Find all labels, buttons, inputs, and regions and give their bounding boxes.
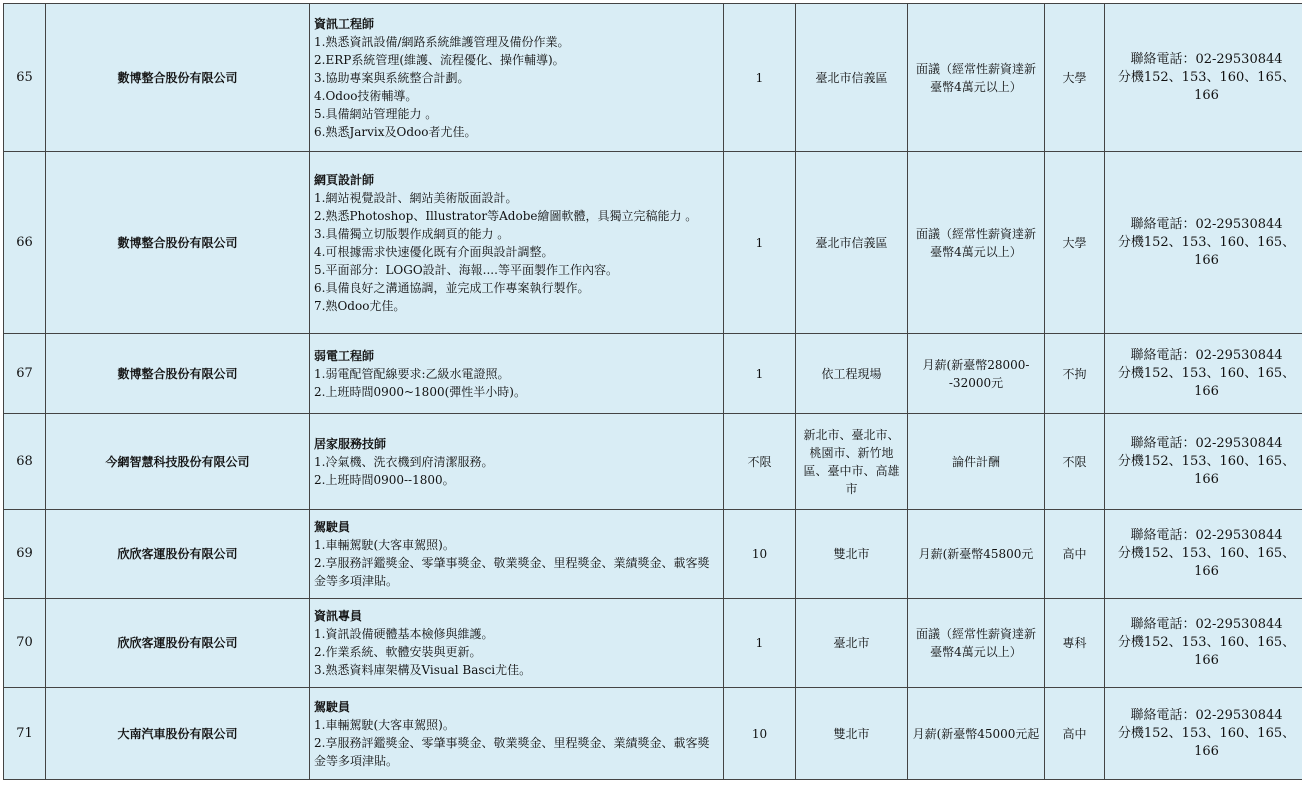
contact-extensions: 分機152、153、160、165、166 (1117, 635, 1296, 668)
company-name: 數博整合股份有限公司 (46, 334, 310, 414)
contact-info (1105, 599, 1302, 688)
headcount: 1 (724, 152, 796, 334)
requirement-line: 2.享服務評鑑獎金、零肇事獎金、敬業獎金、里程獎金、業績獎金、載客獎金等多項津貼。 (314, 735, 710, 768)
education: 大學 (1045, 152, 1105, 334)
company-name: 欣欣客運股份有限公司 (46, 510, 310, 599)
row-number: 69 (4, 510, 46, 599)
contact-info (1105, 688, 1302, 780)
contact-phone: 聯絡電話：02-29530844 (1130, 51, 1283, 67)
contact-phone: 聯絡電話：02-29530844 (1130, 435, 1283, 451)
job-title: 駕駛員 (314, 699, 351, 714)
table-row (4, 4, 1302, 152)
headcount: 1 (724, 4, 796, 152)
salary: 面議（經常性薪資達新臺幣4萬元以上） (908, 4, 1045, 152)
contact-extensions: 分機152、153、160、165、166 (1117, 546, 1296, 579)
contact-info (1105, 414, 1302, 510)
contact-phone: 聯絡電話：02-29530844 (1130, 707, 1283, 723)
contact-extensions: 分機152、153、160、165、166 (1117, 234, 1296, 268)
contact-info (1105, 334, 1302, 414)
job-description (310, 4, 724, 152)
requirement-line: 3.具備獨立切版製作成網頁的能力 。 (314, 226, 510, 241)
contact-phone: 聯絡電話：02-29530844 (1130, 617, 1283, 632)
education: 高中 (1045, 688, 1105, 780)
salary: 論件計酬 (908, 414, 1045, 510)
requirement-line: 6.熟悉Jarvix及Odoo者尤佳。 (314, 124, 477, 139)
table-row (4, 599, 1302, 688)
requirement-line: 1.熟悉資訊設備/網路系統維護管理及備份作業。 (314, 34, 570, 49)
table-row (4, 334, 1302, 414)
headcount: 不限 (724, 414, 796, 510)
requirement-line: 4.Odoo技術輔導。 (314, 88, 418, 103)
headcount: 1 (724, 599, 796, 688)
education: 高中 (1045, 510, 1105, 599)
row-number: 71 (4, 688, 46, 780)
contact-info (1105, 510, 1302, 599)
row-number: 67 (4, 334, 46, 414)
education: 大學 (1045, 4, 1105, 152)
work-location: 臺北市信義區 (796, 152, 908, 334)
headcount: 1 (724, 334, 796, 414)
requirement-line: 1.弱電配管配線要求:乙級水電證照。 (314, 366, 510, 381)
job-description (310, 599, 724, 688)
requirement-line: 2.上班時間0900--1800。 (314, 472, 455, 487)
contact-extensions: 分機152、153、160、165、166 (1117, 69, 1296, 103)
requirement-line: 3.熟悉資料庫架構及Visual Basci尤佳。 (314, 663, 532, 677)
education: 專科 (1045, 599, 1105, 688)
requirement-line: 3.協助專案與系統整合計劃。 (314, 70, 470, 85)
contact-info (1105, 4, 1302, 152)
table-row (4, 414, 1302, 510)
job-description (310, 334, 724, 414)
job-description (310, 152, 724, 334)
salary: 面議（經常性薪資達新臺幣4萬元以上） (908, 599, 1045, 688)
requirement-line: 4.可根據需求快速優化既有介面與設計調整。 (314, 244, 554, 259)
row-number: 65 (4, 4, 46, 152)
requirement-line: 7.熟Odoo尤佳。 (314, 298, 406, 313)
contact-info (1105, 152, 1302, 334)
work-location: 新北市、臺北市、桃園市、新竹地區、臺中市、高雄市 (796, 414, 908, 510)
contact-extensions: 分機152、153、160、165、166 (1117, 365, 1296, 399)
work-location: 依工程現場 (796, 334, 908, 414)
education: 不限 (1045, 414, 1105, 510)
salary: 面議（經常性薪資達新臺幣4萬元以上） (908, 152, 1045, 334)
requirement-line: 2.作業系統、軟體安裝與更新。 (314, 645, 482, 659)
job-listings-table (3, 3, 1302, 780)
job-title: 資訊工程師 (314, 16, 375, 31)
salary: 月薪(新臺幣28000--32000元 (908, 334, 1045, 414)
job-title: 弱電工程師 (314, 348, 375, 363)
company-name: 欣欣客運股份有限公司 (46, 599, 310, 688)
work-location: 臺北市信義區 (796, 4, 908, 152)
job-description (310, 414, 724, 510)
work-location: 雙北市 (796, 688, 908, 780)
job-title: 居家服務技師 (314, 436, 387, 451)
job-title: 資訊專員 (314, 609, 363, 623)
job-description (310, 688, 724, 780)
contact-phone: 聯絡電話：02-29530844 (1130, 216, 1283, 232)
requirement-line: 1.車輛駕駛(大客車駕照)。 (314, 717, 455, 732)
requirement-line: 6.具備良好之溝通協調，並完成工作專案執行製作。 (314, 280, 590, 295)
contact-extensions: 分機152、153、160、165、166 (1117, 725, 1296, 759)
requirement-line: 1.網站視覺設計、網站美術版面設計。 (314, 190, 518, 205)
company-name: 大南汽車股份有限公司 (46, 688, 310, 780)
contact-phone: 聯絡電話：02-29530844 (1130, 347, 1283, 363)
work-location: 臺北市 (796, 599, 908, 688)
table-row (4, 152, 1302, 334)
requirement-line: 1.冷氣機、洗衣機到府清潔服務。 (314, 454, 494, 469)
row-number: 68 (4, 414, 46, 510)
job-title: 駕駛員 (314, 520, 351, 534)
company-name: 數博整合股份有限公司 (46, 152, 310, 334)
requirement-line: 2.享服務評鑑獎金、零肇事獎金、敬業獎金、里程獎金、業績獎金、載客獎金等多項津貼。 (314, 556, 710, 588)
headcount: 10 (724, 510, 796, 599)
job-description (310, 510, 724, 599)
requirement-line: 5.平面部分：LOGO設計、海報....等平面製作工作內容。 (314, 262, 618, 277)
company-name: 數博整合股份有限公司 (46, 4, 310, 152)
salary: 月薪(新臺幣45800元 (908, 510, 1045, 599)
contact-extensions: 分機152、153、160、165、166 (1117, 453, 1296, 487)
job-title: 網頁設計師 (314, 172, 375, 187)
row-number: 66 (4, 152, 46, 334)
requirement-line: 2.熟悉Photoshop、Illustrator等Adobe繪圖軟體，具獨立完稿能力 。 (314, 208, 698, 223)
requirement-line: 1.資訊設備硬體基本檢修與維護。 (314, 627, 494, 641)
table-row (4, 510, 1302, 599)
education: 不拘 (1045, 334, 1105, 414)
headcount: 10 (724, 688, 796, 780)
table-row (4, 688, 1302, 780)
requirement-line: 2.上班時間0900~1800(彈性半小時)。 (314, 384, 526, 399)
row-number: 70 (4, 599, 46, 688)
salary: 月薪(新臺幣45000元起 (908, 688, 1045, 780)
company-name: 今網智慧科技股份有限公司 (46, 414, 310, 510)
requirement-line: 1.車輛駕駛(大客車駕照)。 (314, 538, 455, 552)
contact-phone: 聯絡電話：02-29530844 (1130, 528, 1283, 543)
work-location: 雙北市 (796, 510, 908, 599)
requirement-line: 5.具備網站管理能力 。 (314, 106, 438, 121)
requirement-line: 2.ERP系統管理(維護、流程優化、操作輔導)。 (314, 52, 565, 67)
